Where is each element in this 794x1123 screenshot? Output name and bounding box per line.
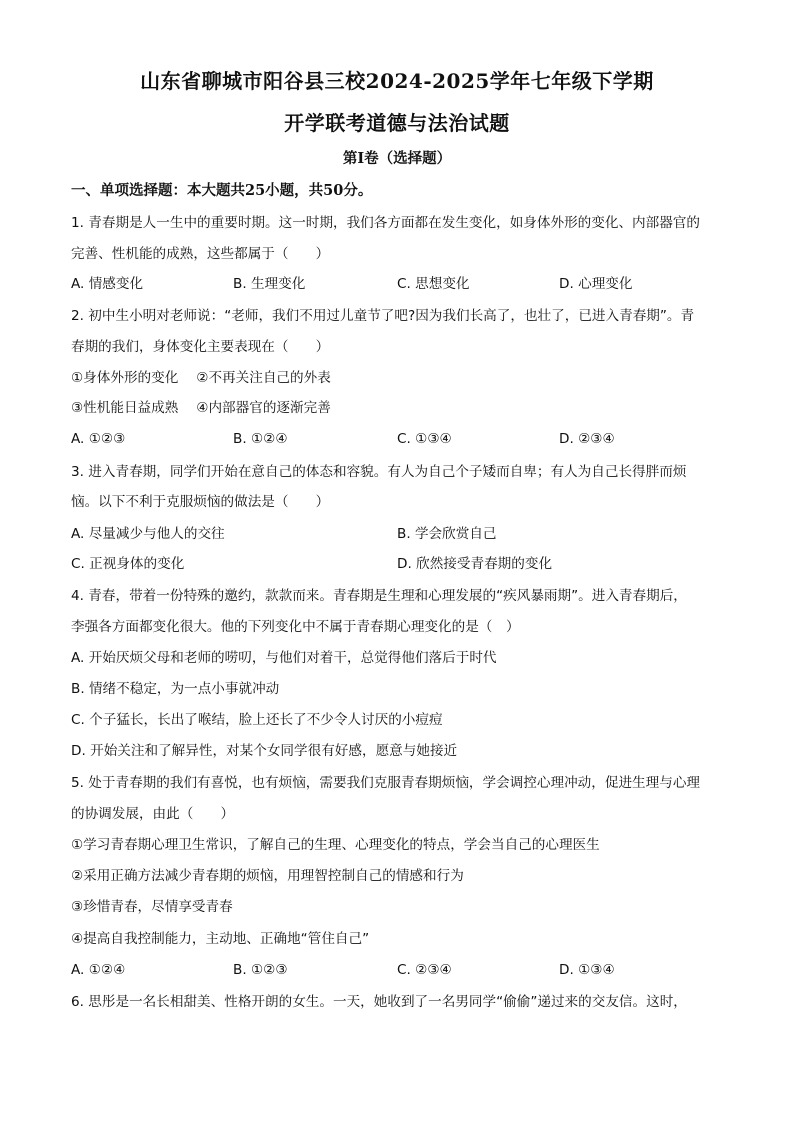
question-1-options [71,273,725,295]
question-1-stem-line1: 1. 青春期是人一生中的重要时期。这一时期，我们各方面都在发生变化，如身体外形的变化、内部器官的 [71,215,701,231]
question-4-option-a[interactable]: A. 开始厌烦父母和老师的唠叨，与他们对着干，总觉得他们落后于时代 [71,650,497,666]
question-4-option-b[interactable]: B. 情绪不稳定，为一点小事就冲动 [71,681,280,697]
question-4-stem-line1: 4. 青春，带着一份特殊的邀约，款款而来。青春期是生理和心理发展的“疾风暴雨期”。进入青春期后， [71,588,687,604]
question-1-option-a[interactable]: A. 情感变化 [71,276,144,292]
question-2-statement-1: ①身体外形的变化 ②不再关注自己的外表 [71,370,331,386]
question-4-stem-line2: 李强各方面都变化很大。他的下列变化中不属于青春期心理变化的是（ ） [71,619,520,635]
question-5-options [71,959,725,981]
question-5-stem-line2: 的协调发展，由此（ ） [71,806,235,822]
question-5-statement-2: ②采用正确方法减少青春期的烦恼，用理智控制自己的情感和行为 [71,868,464,884]
question-4-option-c[interactable]: C. 个子猛长，长出了喉结，脸上还长了不少令人讨厌的小痘痘 [71,712,443,728]
question-3-option-a[interactable]: A. 尽量减少与他人的交往 [71,526,225,542]
question-2-option-b[interactable]: B. ①②④ [233,431,288,447]
question-1-option-d[interactable]: D. 心理变化 [559,276,633,292]
question-5-option-a[interactable]: A. ①②④ [71,962,126,978]
exam-title-line2: 开学联考道德与法治试题 [284,111,510,135]
question-2-option-a[interactable]: A. ①②③ [71,431,126,447]
question-5-statement-3: ③珍惜青春，尽情享受青春 [71,899,233,915]
volume-heading: 第Ⅰ卷（选择题） [342,150,452,167]
exam-title-line1: 山东省聊城市阳谷县三校2024-2025学年七年级下学期 [140,69,654,93]
part-heading: 一、单项选择题：本大题共25小题，共50分。 [71,182,373,199]
question-1-option-b[interactable]: B. 生理变化 [233,276,306,292]
question-6-stem-line1: 6. 思彤是一名长相甜美、性格开朗的女生。一天，她收到了一名男同学“偷偷”递过来的交友信。这时， [71,994,687,1010]
question-2-statement-2: ③性机能日益成熟 ④内部器官的逐渐完善 [71,400,331,416]
question-5-stem-line1: 5. 处于青春期的我们有喜悦，也有烦恼，需要我们克服青春期烦恼，学会调控心理冲动，促进生理与心理 [71,775,701,791]
question-3-stem-line2: 恼。以下不利于克服烦恼的做法是（ ） [71,494,330,510]
question-5-option-c[interactable]: C. ②③④ [397,962,452,978]
question-3-options-row2 [71,553,725,575]
question-5-option-d[interactable]: D. ①③④ [559,962,615,978]
question-3-option-d[interactable]: D. 欣然接受青春期的变化 [397,556,553,572]
question-1-option-c[interactable]: C. 思想变化 [397,276,470,292]
question-3-stem-line1: 3. 进入青春期，同学们开始在意自己的体态和容貌。有人为自己个子矮而自卑；有人为自己长得胖而烦 [71,464,687,480]
question-1-stem-line2: 完善、性机能的成熟，这些都属于（ ） [71,246,330,262]
question-2-stem-line1: 2. 初中生小明对老师说：“老师，我们不用过儿童节了吧?因为我们长高了，也壮了，已进入青春期”。青 [71,308,695,324]
question-3-options-row1 [71,523,725,545]
question-3-option-b[interactable]: B. 学会欣赏自己 [397,526,497,542]
question-5-statement-4: ④提高自我控制能力，主动地、正确地“管住自己” [71,931,370,947]
question-5-option-b[interactable]: B. ①②③ [233,962,288,978]
question-4-option-d[interactable]: D. 开始关注和了解异性，对某个女同学很有好感，愿意与她接近 [71,743,458,759]
question-2-stem-line2: 春期的我们，身体变化主要表现在（ ） [71,339,330,355]
question-3-option-c[interactable]: C. 正视身体的变化 [71,556,185,572]
question-2-option-c[interactable]: C. ①③④ [397,431,452,447]
question-2-option-d[interactable]: D. ②③④ [559,431,615,447]
question-2-options [71,428,725,450]
question-5-statement-1: ①学习青春期心理卫生常识，了解自己的生理、心理变化的特点，学会当自己的心理医生 [71,837,600,853]
